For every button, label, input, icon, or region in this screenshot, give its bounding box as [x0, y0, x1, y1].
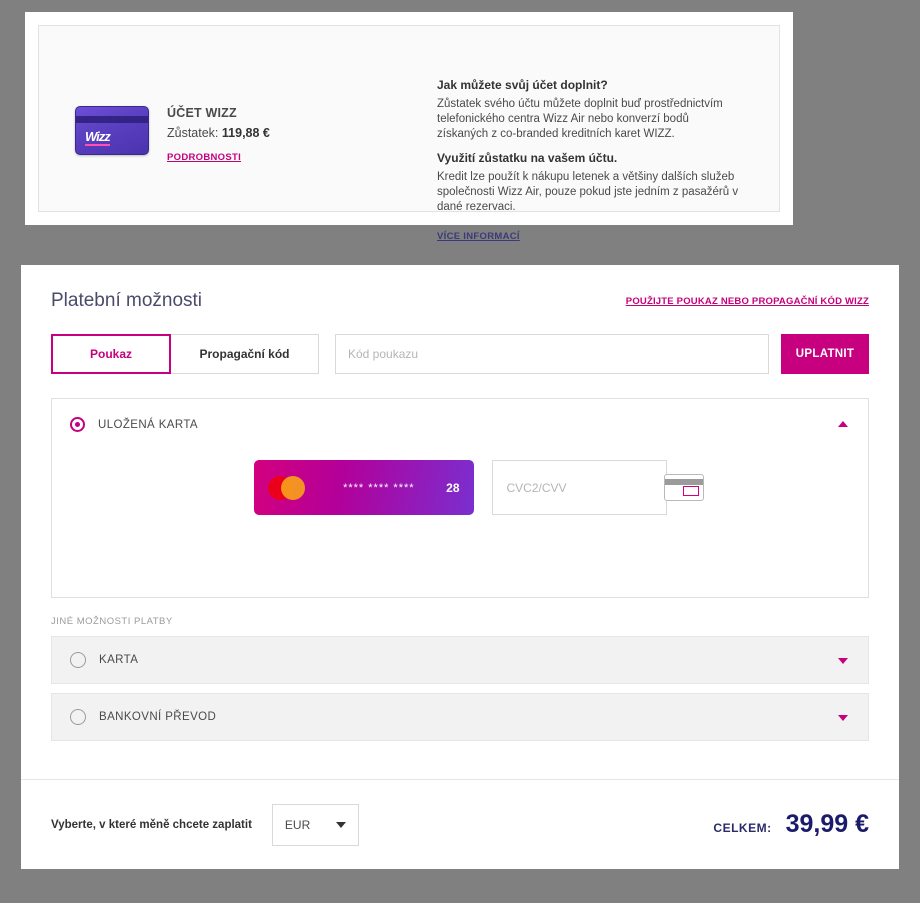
saved-credit-card[interactable] [254, 460, 474, 515]
page-title: Platební možnosti [51, 290, 203, 311]
account-info-block [437, 46, 761, 242]
wizz-logo-text: Wizz [85, 129, 110, 144]
card-option-radio[interactable] [70, 652, 86, 668]
account-info-heading-1: Jak můžete svůj účet doplnit? [437, 78, 608, 92]
account-details-link[interactable]: PODROBNOSTI [167, 152, 242, 163]
chevron-up-icon[interactable] [838, 421, 848, 427]
tab-promo-code[interactable]: Propagační kód [171, 334, 319, 374]
currency-label: Vyberte, v které měně chcete zaplatit [51, 818, 252, 831]
account-more-info-link[interactable]: VÍCE INFORMACÍ [437, 231, 520, 242]
account-info-paragraph-2: Kredit lze použít k nákupu letenek a většiny dalších služeb společnosti Wizz Air, pouze pokud jste jedním z pasažérů v dané rezervaci. [437, 171, 739, 213]
saved-card-option[interactable] [52, 399, 868, 432]
payment-header [21, 265, 899, 312]
account-title: ÚČET WIZZ [167, 106, 237, 120]
chevron-down-icon-currency [336, 822, 346, 828]
saved-card-label: ULOŽENÁ KARTA [98, 418, 198, 431]
tab-voucher[interactable]: Poukaz [51, 334, 171, 374]
mastercard-icon [268, 476, 306, 500]
cvc-input[interactable] [505, 480, 664, 496]
voucher-row [51, 334, 869, 374]
account-info-heading-2: Využití zůstatku na vašem účtu. [437, 151, 618, 165]
voucher-promo-link[interactable]: POUŽIJTE POUKAZ NEBO PROPAGAČNÍ KÓD WIZZ [625, 295, 869, 307]
total-label: CELKEM: [713, 821, 772, 835]
payment-footer [21, 779, 899, 869]
account-balance-value: 119,88 € [221, 126, 270, 140]
wizz-account-card-icon [75, 106, 149, 155]
account-text-block [167, 106, 270, 163]
saved-card-section [51, 398, 869, 598]
saved-card-details [52, 460, 868, 515]
payment-options-panel [21, 265, 899, 869]
saved-card-radio[interactable] [70, 417, 85, 432]
card-option-label: KARTA [99, 654, 139, 666]
chevron-down-icon-bank[interactable] [838, 715, 848, 721]
currency-selected-value: EUR [284, 817, 311, 832]
payment-option-card[interactable] [51, 636, 869, 684]
account-info-paragraph-1: Zůstatek svého účtu můžete doplnit buď prostřednictvím telefonického centra Wizz Air nebo konverzí bodů získaných z co-branded kreditních karet WIZZ. [437, 98, 723, 140]
voucher-code-input[interactable] [335, 334, 769, 374]
bank-transfer-option-label: BANKOVNÍ PŘEVOD [99, 711, 217, 723]
currency-select[interactable] [272, 804, 359, 846]
bank-transfer-option-radio[interactable] [70, 709, 86, 725]
payment-option-bank-transfer[interactable] [51, 693, 869, 741]
cvc-field-wrapper[interactable] [492, 460, 667, 515]
cvc-card-icon [664, 474, 704, 501]
account-balance-label: Zůstatek: [167, 126, 219, 140]
total-amount: 39,99 € [785, 810, 869, 838]
account-summary [57, 46, 437, 191]
apply-voucher-button[interactable]: UPLATNIT [781, 334, 869, 374]
chevron-down-icon-card[interactable] [838, 658, 848, 664]
wizz-account-panel-inner [38, 25, 780, 242]
account-balance [167, 126, 270, 140]
other-payment-methods-label: JINÉ MOŽNOSTI PLATBY [51, 616, 173, 627]
total-block [713, 810, 869, 839]
card-masked-number: **** **** **** [343, 481, 415, 494]
card-expiry: 28 [446, 480, 460, 495]
wizz-account-panel [25, 12, 793, 242]
